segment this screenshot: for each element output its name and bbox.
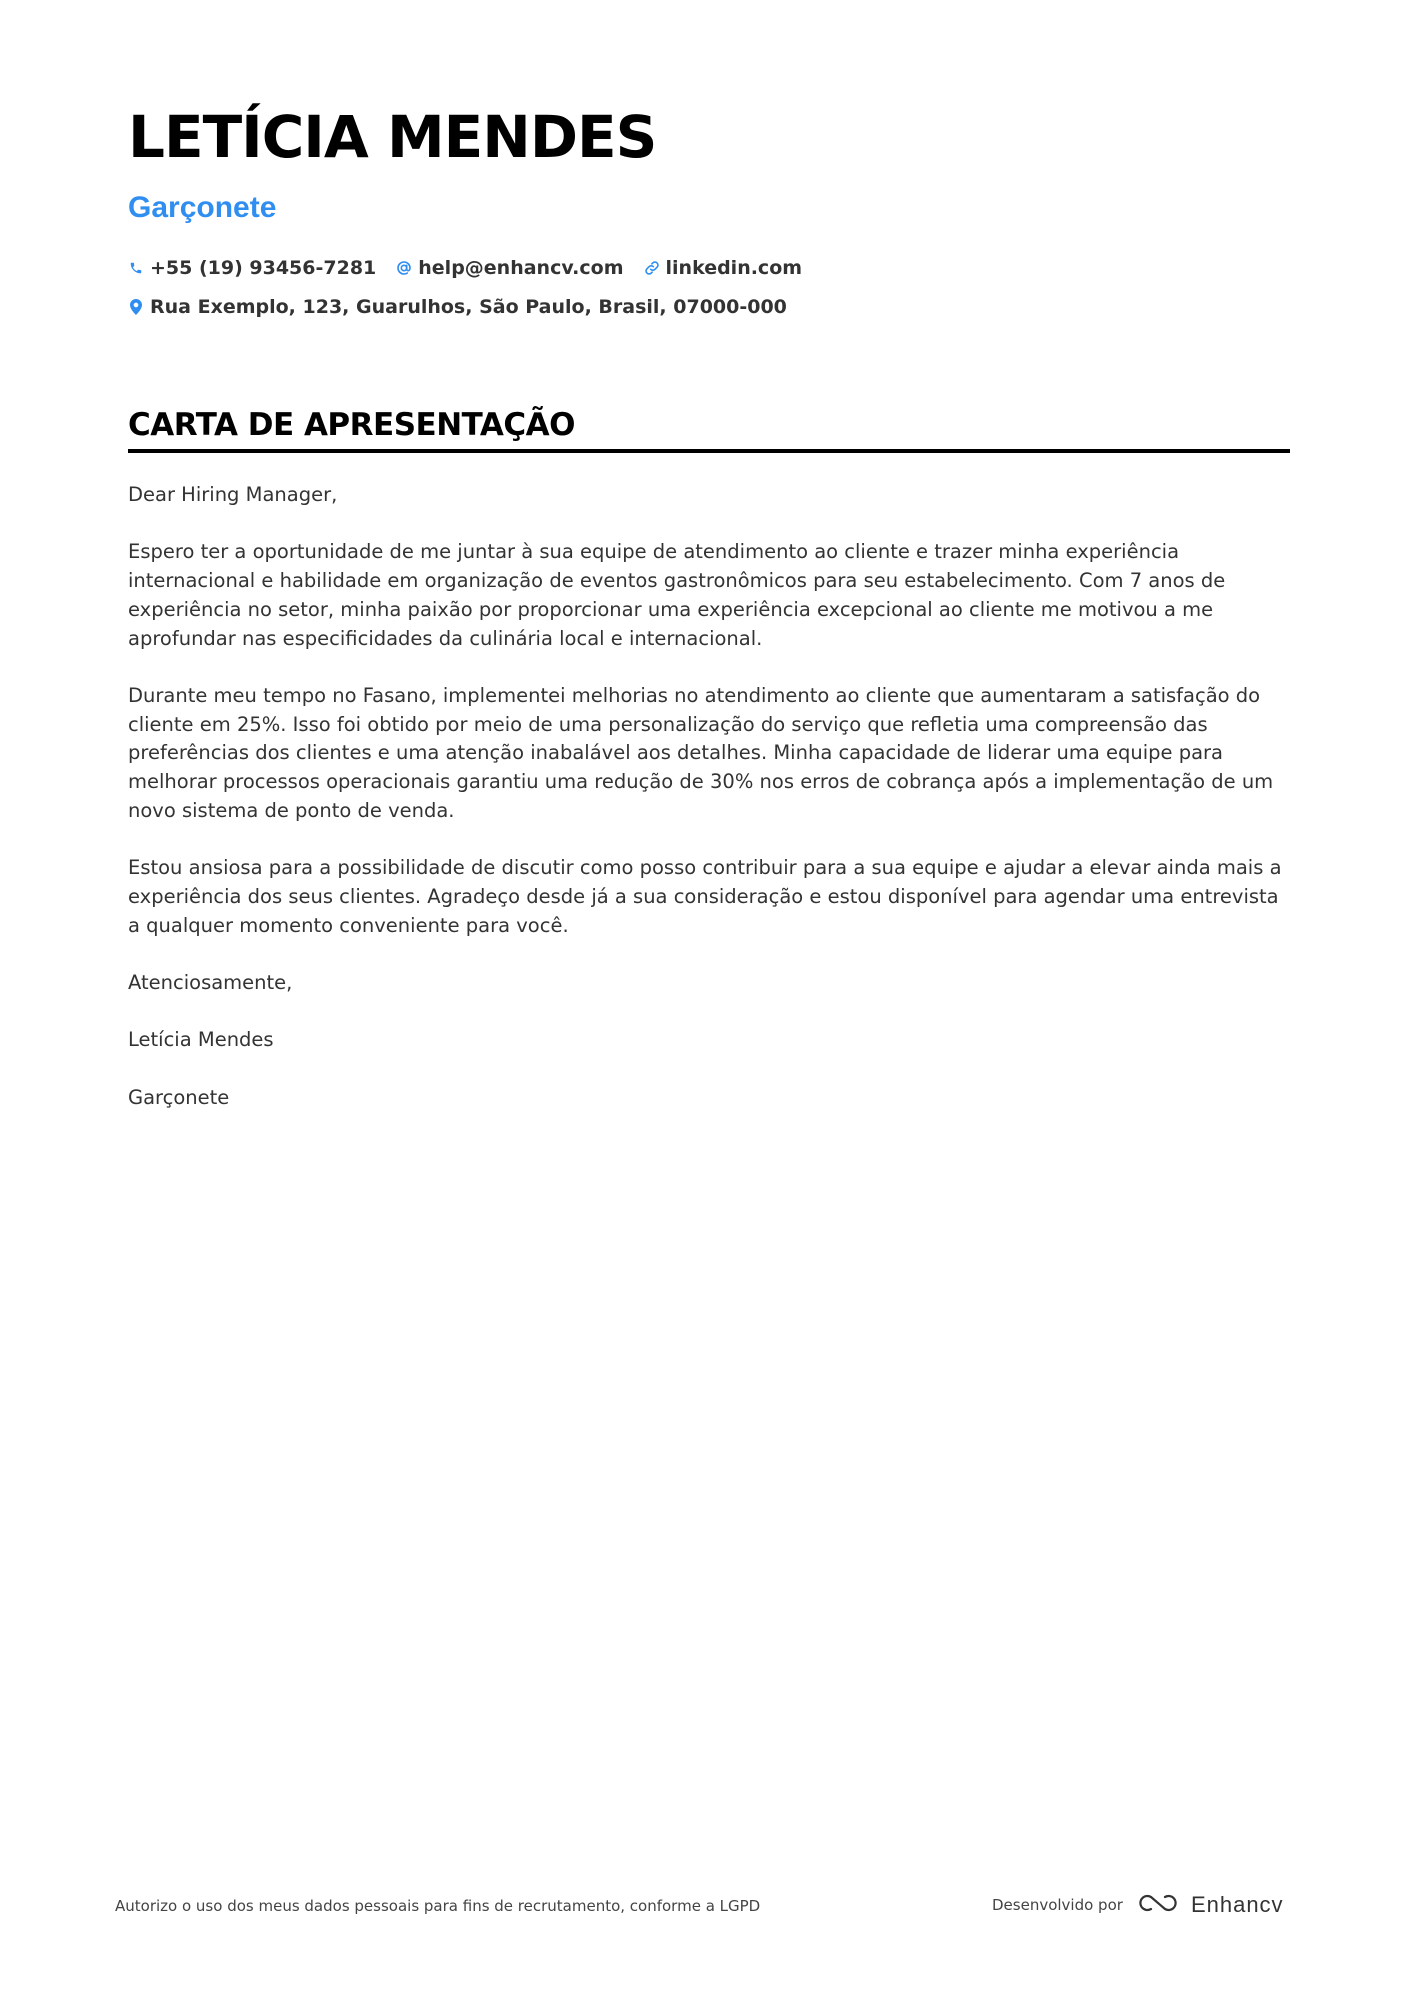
section-divider [128, 449, 1290, 453]
link-contact[interactable] [644, 257, 803, 279]
link-text: linkedin.com [665, 257, 803, 279]
contact-info [128, 255, 802, 320]
letter-closing: Atenciosamente, [128, 970, 293, 994]
letter-body [128, 481, 1290, 1141]
phone-text: +55 (19) 93456-7281 [150, 257, 377, 279]
phone-icon [128, 260, 144, 276]
candidate-role: Garçonete [128, 191, 277, 224]
letter-paragraph-2: Durante meu tempo no Fasano, implementei melhorias no atendimento ao cliente que aumentaram a satisfação do cliente em 25%. Isso foi obtido por meio de uma personalização do serviço que refletia uma compreensão das preferências dos clientes e uma atenção inabalável aos detalhes. Minha capacidade de liderar uma equipe para melhorar processos operacionais garantiu uma redução de 30% nos erros de cobrança após a implementação de um novo sistema de ponto de venda. [128, 683, 1274, 822]
brand [1135, 1891, 1284, 1919]
built-by-text: Desenvolvido por [992, 1896, 1123, 1914]
built-by-badge[interactable] [992, 1891, 1284, 1919]
contact-row-2 [128, 294, 802, 320]
link-icon [644, 260, 660, 276]
consent-note: Autorizo o uso dos meus dados pessoais para fins de recrutamento, conforme a LGPD [115, 1897, 761, 1915]
email-contact[interactable] [396, 257, 623, 279]
brand-name: Enhancv [1190, 1892, 1284, 1917]
signature-role: Garçonete [128, 1085, 230, 1109]
location-pin-icon [128, 299, 144, 315]
signature-name: Letícia Mendes [128, 1028, 274, 1052]
letter-greeting: Dear Hiring Manager, [128, 483, 338, 506]
email-text: help@enhancv.com [418, 257, 624, 279]
phone-contact [128, 257, 376, 279]
enhancv-logo-icon [1135, 1891, 1181, 1919]
candidate-name: LETÍCIA MENDES [128, 103, 657, 171]
contact-row-1 [128, 255, 802, 281]
at-icon [396, 260, 412, 276]
section-title: CARTA DE APRESENTAÇÃO [128, 407, 575, 443]
address-contact [128, 296, 787, 318]
address-text: Rua Exemplo, 123, Guarulhos, São Paulo, Brasil, 07000-000 [150, 296, 787, 318]
letter-paragraph-3: Estou ansiosa para a possibilidade de discutir como posso contribuir para a sua equipe e ajudar a elevar ainda mais a experiência dos seus clientes. Agradeço desde já a sua consideração e estou disponível para agendar uma entrevista a qualquer momento conveniente para você. [128, 856, 1282, 937]
letter-paragraph-1: Espero ter a oportunidade de me juntar à sua equipe de atendimento ao cliente e trazer minha experiência internacional e habilidade em organização de eventos gastronômicos para seu estabelecimento. Com 7 anos de experiência no setor, minha paixão por proporcionar uma experiência excepcional ao cliente me motivou a me aprofundar nas especificidades da culinária local e internacional. [128, 540, 1226, 650]
